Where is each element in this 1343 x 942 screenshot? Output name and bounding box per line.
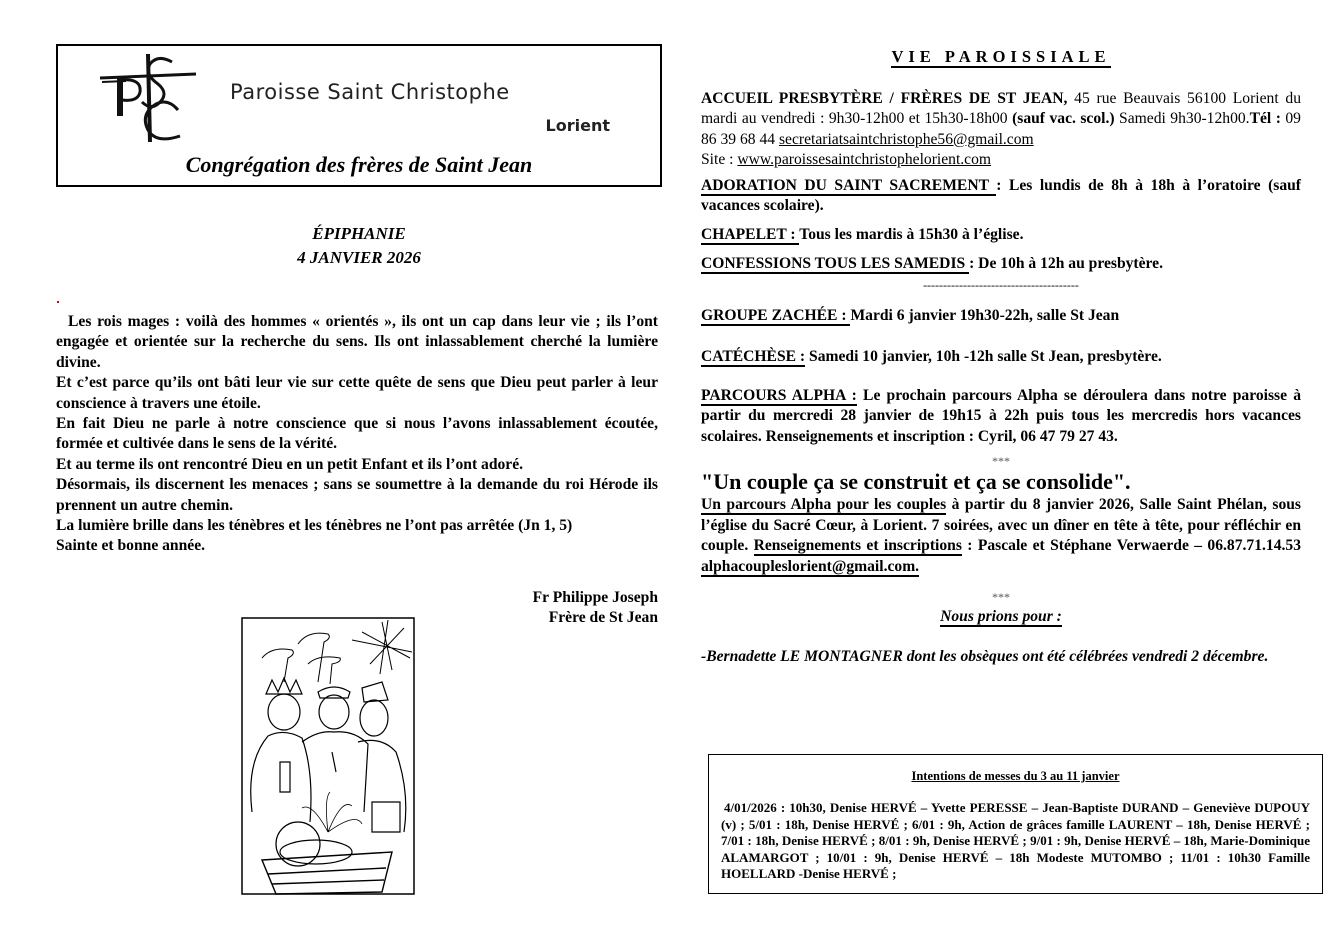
zachee-text: Mardi 6 janvier 19h30-22h, salle St Jean [850,307,1120,325]
alpha-label: PARCOURS ALPHA : [701,387,857,405]
reception-saturday: Samedi 9h30-12h00. [1114,110,1250,128]
nativity-magi-illustration [232,612,422,902]
parish-header [56,44,662,187]
confessions-label: CONFESSIONS TOUS LES SAMEDIS [701,254,970,272]
intentions-text: 4/01/2026 : 10h30, Denise HERVÉ – Yvette PERESSE – Jean-Baptiste DURAND – Geneviève DUPOUY (v) ; 5/01 : 18h, Denise HERVÉ ; 6/01 : 9h, Action de grâces famille LAURENT – 18h, Denise HERVÉ ; 7/01 : 18h, Denise HERVÉ ; 8/01 : 9h, Denise HERVÉ ; 9/01 : 9h, Denise HERVÉ – 18h, Marie-Dominique ALAMARGOT ; 10/01 : 9h, Denise HERVÉ – 18h Modeste MUTOMBO ; 11/01 : 10h30 Famille HOELLARD -Denise HERVÉ ; [721,800,1310,882]
homily-text [56,312,658,557]
chapelet-label: CHAPELET : [701,226,800,244]
separator-stars: *** [992,589,1010,604]
mass-intentions-box [708,754,1323,894]
intentions-title: Intentions de messes du 3 au 11 janvier [911,769,1120,783]
catechese-item [701,347,1301,367]
alpha-text: Le prochain parcours Alpha se déroulera dans notre paroisse à partir du mercredi 28 janvier de 19h15 à 22h puis tous les mercredis hors vacances scolaires. Renseignements et inscription : Cyril, 06 47 79 27 43. [701,387,1301,445]
homily-paragraph: La lumière brille dans les ténèbres et les ténèbres ne l’ont pas arrêtée (Jn 1, 5) [56,517,573,535]
parish-name: Paroisse Saint Christophe [230,80,510,104]
separator-stars: *** [992,454,1010,469]
prayer-item: -Bernadette LE MONTAGNER dont les obsèques ont été célébrées vendredi 2 décembre. [701,648,1269,666]
adoration-colon: : [996,176,1002,194]
feast-date: 4 JANVIER 2026 [297,248,421,267]
confessions-item [701,254,1301,274]
right-column [701,44,1301,668]
dashed-divider: --------------------------------------- [923,278,1079,293]
prayers-title-wrap [701,607,1301,627]
reception-exception: (sauf vac. scol.) [1012,110,1115,128]
prayers-list [701,647,1301,667]
alpha-couples-email-link[interactable]: alphacoupleslorient@gmail.com. [701,557,920,575]
adoration-label: ADORATION DU SAINT SACREMENT [701,176,997,194]
confessions-text: : De 10h à 12h au presbytère. [969,254,1164,272]
homily-signature [533,588,658,628]
parish-life-title: VIE PAROISSIALE [891,47,1111,66]
catechese-label: CATÉCHÈSE : [701,347,806,365]
couple-headline: "Un couple ça se construit et ça se consolide". [701,469,1131,495]
catechese-text: Samedi 10 janvier, 10h -12h salle St Jean, presbytère. [805,347,1162,365]
author-name: Fr Philippe Joseph [532,589,658,606]
homily-paragraph: En fait Dieu ne parle à notre conscience que si nous l’avons inlassablement écoutée, formée et cultivée dans le sens de la vérité. [56,415,658,453]
tel-label: Tél : [1249,110,1281,128]
parish-website-link[interactable]: www.paroissesaintchristophelorient.com [737,151,992,169]
adoration-item [701,176,1301,217]
chapelet-item [701,225,1301,245]
homily-paragraph: Et au terme ils ont rencontré Dieu en un petit Enfant et ils l’ont adoré. [56,455,524,473]
homily-paragraph: Désormais, ils discernent les menaces ; sans se soumettre à la demande du roi Hérode ils prennent un autre chemin. [56,476,658,514]
congregation-title: Congrégation des frères de Saint Jean [185,152,533,177]
section-title [701,47,1301,75]
psc-monogram-cross-icon [98,52,198,144]
tel-number: 09 86 39 68 44 [701,110,1301,148]
red-dot-mark [57,301,59,303]
adoration-text: Les lundis de 8h à 18h à l’oratoire (sauf vacances scolaire). [701,176,1302,215]
reception-address: 45 rue Beauvais 56100 Lorient du mardi au vendredi : 9h30-12h00 et 15h30-18h00 [701,90,1302,128]
chapelet-text: Tous les mardis à 15h30 à l’église. [799,226,1024,244]
alpha-item [701,386,1301,447]
couple-item [701,495,1301,577]
couple-info-label: Renseignements et inscriptions [753,537,962,555]
author-role: Frère de St Jean [548,609,658,626]
prayers-title: Nous prions pour : [940,607,1062,625]
couple-contact: : Pascale et Stéphane Verwaerde – 06.87.71.14.53 [961,537,1301,555]
reception-info [701,89,1301,171]
homily-paragraph: Sainte et bonne année. [56,537,206,555]
feast-title: ÉPIPHANIE [312,224,406,243]
zachee-item [701,306,1301,326]
parish-city: Lorient [545,116,610,135]
site-label: Site : [701,151,738,169]
zachee-label: GROUPE ZACHÉE : [701,307,851,325]
homily-paragraph: Et c’est parce qu’ils ont bâti leur vie sur cette quête de sens que Dieu peut parler à leur conscience à travers une étoile. [56,374,658,412]
reception-label: ACCUEIL PRESBYTÈRE / FRÈRES DE ST JEAN, [701,90,1068,107]
couple-text: à partir du 8 janvier 2026, Salle Saint Phélan, sous l’église du Sacré Cœur, à Lorient. 7 soirées, avec un dîner en tête à tête, pour réfléchir en couple. [701,496,1301,555]
left-column [56,44,662,626]
feast-heading [56,222,662,270]
secretariat-email-link[interactable]: secretariatsaintchristophe56@gmail.com [778,130,1034,148]
homily-paragraph: Les rois mages : voilà des hommes « orientés », ils ont un cap dans leur vie ; ils l’ont engagée et orientée sur la recherche du sens. Ils ont inlassablement cherché la lumière divine. [56,313,658,371]
couple-link-label[interactable]: Un parcours Alpha pour les couples [701,496,947,514]
